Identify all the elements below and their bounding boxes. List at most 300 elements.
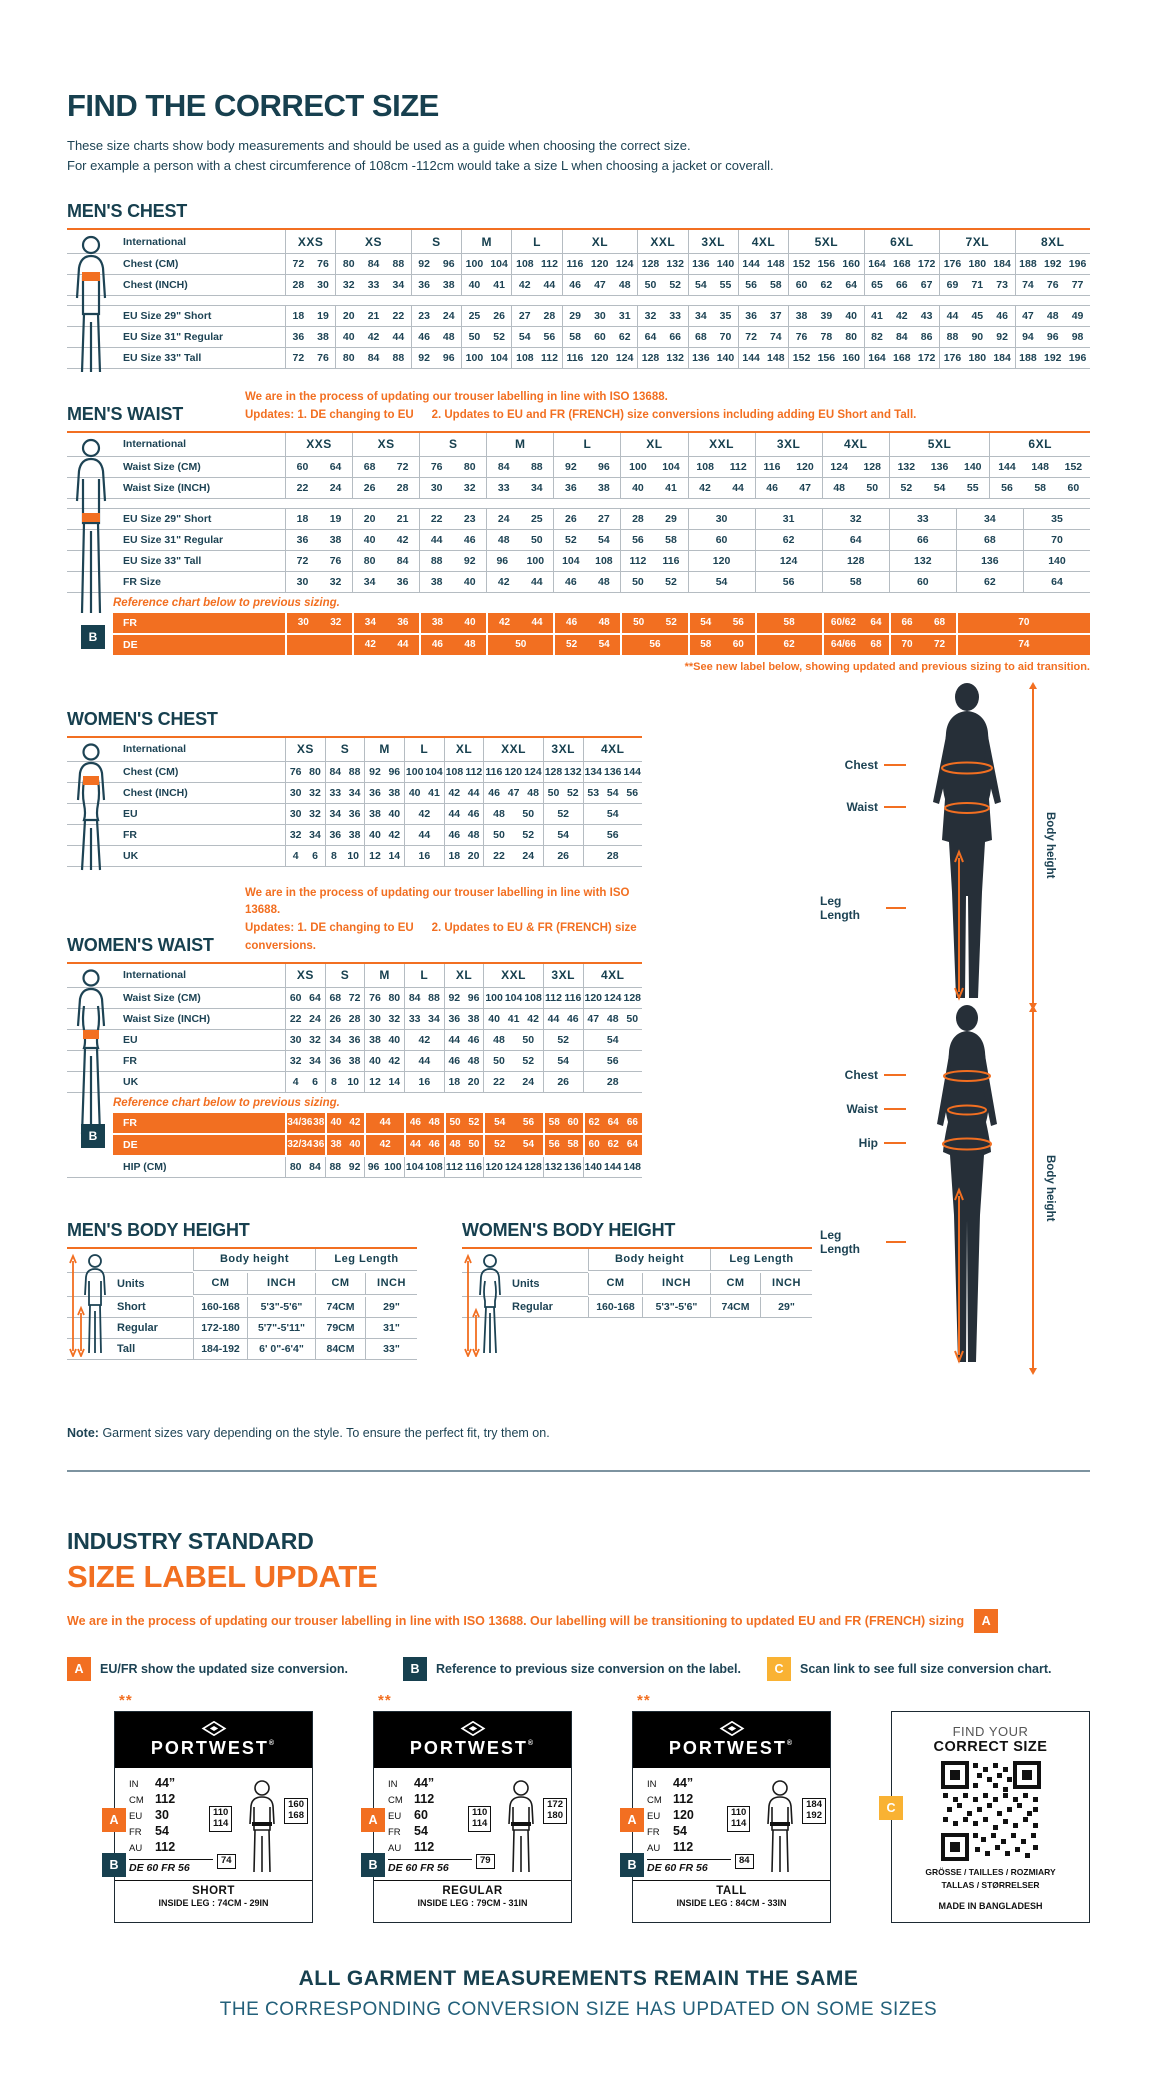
table-row-cell: 58 60 62	[562, 327, 637, 348]
table-row-cell: 60 64	[285, 988, 325, 1009]
leg-box: 84	[735, 1854, 754, 1869]
stars-mark: **	[378, 1691, 392, 1709]
womens-waist-notes	[245, 885, 642, 956]
table-orow-cell: 44 46	[404, 1135, 444, 1157]
table-row-cell: 29"	[760, 1297, 812, 1318]
table-row-cell: 88 92	[325, 1157, 365, 1178]
table-row-cell: 52	[543, 1030, 583, 1051]
table-row-cell: 96 100	[486, 551, 553, 572]
table-row-cell: 32 33 34	[335, 275, 410, 296]
table-hdr-cell: 3XL	[543, 964, 583, 988]
table-orow-cell: 30 32	[285, 613, 352, 635]
table-row-cell: 42 44	[511, 275, 561, 296]
page-title: FIND THE CORRECT SIZE	[67, 88, 439, 123]
waist-box: 110 114	[468, 1806, 491, 1832]
table-row-cell: 42 44	[444, 783, 484, 804]
table-hdr-cell	[67, 738, 113, 762]
table-row-cell: 44 46	[444, 804, 484, 825]
table-row-cell	[67, 1157, 113, 1178]
brand-header	[374, 1712, 571, 1768]
table-hdr-cell: S	[325, 738, 365, 762]
table-row-cell: 44 45 46	[939, 306, 1014, 327]
table-hdr-cell: XL	[562, 230, 637, 254]
table-hdr-cell: INCH	[642, 1273, 710, 1295]
mens-waist-table	[67, 431, 1090, 677]
label-footer: SHORT INSIDE LEG : 74CM - 29IN	[115, 1880, 312, 1908]
table-row-cell: 50 52	[620, 572, 687, 593]
table-row-cell: 176 180 184	[939, 254, 1014, 275]
table-hdr-cell: XL	[444, 964, 484, 988]
hip-label: Hip	[820, 1136, 906, 1150]
qr-languages-1: GRÖSSE / TAILLES / ROZMIARY	[925, 1866, 1056, 1877]
table-row-cell: 96 100	[364, 1157, 404, 1178]
table-row-cell: 164 168 172	[864, 348, 939, 369]
table-row-cell: 84CM	[315, 1339, 365, 1360]
table-h1-cell	[462, 1249, 502, 1273]
table-row-cell	[67, 1072, 113, 1093]
table-row-cell: 33"	[365, 1339, 417, 1360]
table-row-cell: 46 47	[755, 478, 822, 499]
table-orow-cell: 58	[755, 613, 822, 635]
table-row-cell: 116 120	[755, 457, 822, 478]
table-row-cell: 26	[543, 846, 583, 867]
table-row-cell: 72 76	[285, 348, 335, 369]
table-hdr-cell: M	[486, 433, 553, 457]
table-hdr-cell: 3XL	[543, 738, 583, 762]
table-row-cell: 76 78 80	[788, 327, 863, 348]
section-divider	[67, 1470, 1090, 1472]
table-row-cell: 4 6	[285, 1072, 325, 1093]
table-row-cell: 46 47 48	[562, 275, 637, 296]
badge-a: A	[361, 1808, 385, 1832]
table-hdr-cell: International	[113, 230, 285, 254]
table-hdr-cell: 6XL	[989, 433, 1090, 457]
table-row-cell	[67, 348, 113, 369]
womens-body-height-title: WOMEN'S BODY HEIGHT	[462, 1219, 676, 1240]
table-row-cell: 152 156 160	[788, 254, 863, 275]
table-row-cell: 30 32	[285, 1030, 325, 1051]
table-row-cell: 30 32	[285, 804, 325, 825]
table-hdr-cell: 3XL	[755, 433, 822, 457]
table-row-cell: 100 104	[461, 348, 511, 369]
table-hdr-cell: 7XL	[939, 230, 1014, 254]
chest-label: Chest	[820, 758, 906, 772]
table-h1-cell: Body height	[193, 1249, 315, 1271]
table-hdr-cell	[67, 433, 113, 457]
table-hdr-cell: M	[364, 964, 404, 988]
mens-chest-table	[67, 228, 1090, 369]
previous-sizing: DE 60 FR 56	[388, 1859, 472, 1874]
table-row-cell: 41 42 43	[864, 306, 939, 327]
table-row-cell: 104 108	[404, 1157, 444, 1178]
table-row-cell: 32 34	[285, 825, 325, 846]
table-row-cell	[67, 572, 113, 593]
table-row-cell: 80 84 88	[335, 348, 410, 369]
table-row-cell: 36 38	[325, 825, 365, 846]
table-hdr-cell: 4XL	[583, 964, 643, 988]
brand-diamond-icon	[460, 1721, 486, 1736]
table-hdr-cell: S	[325, 964, 365, 988]
table-row-cell: 33	[889, 509, 956, 530]
height-box: 184 192	[802, 1798, 826, 1824]
table-orow-cell: 40 42	[325, 1113, 365, 1135]
table-row-cell: 36 38	[285, 530, 352, 551]
table-hdr-cell: 6XL	[864, 230, 939, 254]
table-hdr-cell: International	[113, 964, 285, 988]
table-row-cell	[67, 1030, 113, 1051]
find-your-text: FIND YOUR	[952, 1723, 1029, 1739]
table-row-cell: 48 50	[822, 478, 889, 499]
table-hdr-cell: L	[404, 738, 444, 762]
height-box: 160 168	[284, 1798, 308, 1824]
previous-sizing: DE 60 FR 56	[129, 1859, 213, 1874]
iso-note: We are in the process of updating our trouser labelling in line with ISO 13688.	[245, 886, 630, 917]
table-row-cell: 40 41	[461, 275, 511, 296]
table-row-cell: 44 46	[543, 1009, 583, 1030]
body-height-arrow	[1028, 682, 1038, 1010]
table-orow-cell: 56 58	[543, 1135, 583, 1157]
table-hdr-cell: XXL	[637, 230, 687, 254]
table-row-cell	[67, 1318, 107, 1339]
table-row-cell: 76 80	[419, 457, 486, 478]
table-row-cell	[67, 275, 113, 296]
table-row-cell: 92 96	[444, 988, 484, 1009]
table-orow-cell: 42 44	[486, 613, 553, 635]
table-row-cell: 84 88	[486, 457, 553, 478]
table-hdr-cell: M	[364, 738, 404, 762]
table-row-cell: 20 21	[352, 509, 419, 530]
table-row-cell: 18 19	[285, 306, 335, 327]
qr-code	[941, 1761, 1041, 1861]
table-row-cell: 72 76	[285, 254, 335, 275]
waist-label: Waist	[820, 800, 906, 814]
brand-name: PORTWEST ®	[150, 1737, 277, 1758]
table-row-cell: 20 21 22	[335, 306, 410, 327]
table-note-cell: Reference chart below to previous sizing.	[113, 1096, 340, 1109]
table-row-cell: 40 41 42	[483, 1009, 543, 1030]
table-row-cell: 42	[404, 804, 444, 825]
table-row-cell	[67, 1339, 107, 1360]
legend	[67, 1657, 1090, 1681]
table-row-cell: 88 90 92	[939, 327, 1014, 348]
table-row-cell: 58	[822, 572, 889, 593]
table-row-cell: 40 42	[364, 825, 404, 846]
table-row-cell: 54	[543, 1051, 583, 1072]
table-row-cell: 132	[889, 551, 956, 572]
table-row-cell	[67, 762, 113, 783]
table-row-cell: 68 72	[352, 457, 419, 478]
table-row-cell: 140 144 148	[583, 1157, 643, 1178]
label-footer: REGULAR INSIDE LEG : 79CM - 31IN	[374, 1880, 571, 1908]
table-row-cell: 68 70	[688, 327, 738, 348]
mens-waist-notes	[245, 389, 916, 425]
table-row-cell: FR	[113, 825, 285, 846]
table-row-cell: 8 10	[325, 846, 365, 867]
table-row-cell: 50 52	[483, 1051, 543, 1072]
table-row-cell: 47 48 50	[583, 1009, 643, 1030]
table-row-cell: 92 96	[553, 457, 620, 478]
stars-mark: **	[119, 1691, 133, 1709]
table-row-cell: 28 30	[285, 275, 335, 296]
table-row-cell: 16	[404, 1072, 444, 1093]
size-rows: IN 44” CM 112 EU 120 FR 54 AU 112 DE 60 FR 56	[647, 1776, 739, 1880]
table-row-cell: 44 46	[419, 530, 486, 551]
woman-silhouette	[912, 1000, 1022, 1375]
section-mens-chest	[67, 201, 1090, 369]
size-rows: IN 44” CM 112 EU 30 FR 54 AU 112 DE 60 FR 56	[129, 1776, 221, 1880]
updates-note: Updates: 1. DE changing to EU 2. Updates to EU & FR (FRENCH) size conversions.	[245, 922, 637, 953]
table-row-cell: 136 140	[688, 254, 738, 275]
table-row-cell: 44 46	[444, 1030, 484, 1051]
table-hdr-cell: M	[461, 230, 511, 254]
table-hdr-cell: CM	[588, 1273, 642, 1295]
size-label-card-regular	[368, 1691, 572, 1923]
table-row-cell: EU	[113, 804, 285, 825]
mens-body-height-table	[67, 1247, 417, 1360]
table-orow-cell: 34/36 38	[285, 1113, 325, 1135]
table-row-cell	[67, 457, 113, 478]
table-row-cell: 64	[822, 530, 889, 551]
table-row-cell: EU Size 29" Short	[113, 306, 285, 327]
table-row-cell: 132 136	[543, 1157, 583, 1178]
table-orow-cell: FR	[113, 613, 285, 635]
table-row-cell	[67, 988, 113, 1009]
table-orow-cell: 58 60	[543, 1113, 583, 1135]
brand-name: PORTWEST ®	[409, 1737, 536, 1758]
qr-languages-2: TALLAS / STØRRELSER	[941, 1879, 1040, 1890]
section-womens-waist	[67, 885, 642, 1178]
table-row-cell: 70	[1023, 530, 1090, 551]
label-figure-icon	[757, 1780, 803, 1876]
table-row-cell: 22 24	[483, 1072, 543, 1093]
table-row-cell: 112 116	[620, 551, 687, 572]
table-orow-cell: 32/34 36	[285, 1135, 325, 1157]
table-orow-cell: 44	[364, 1113, 404, 1135]
table-row-cell: 46 48	[444, 1051, 484, 1072]
table-row-cell: 92 96	[411, 254, 461, 275]
table-row-cell: 30 32	[285, 572, 352, 593]
table-row-cell: 48 50	[483, 1030, 543, 1051]
table-orow-cell: 64/66 68	[822, 635, 889, 657]
badge-c: C	[767, 1657, 791, 1681]
table-hdr-cell: XS	[285, 738, 325, 762]
table-row-cell: 40 41	[404, 783, 444, 804]
table-row-cell: 116 120 124	[562, 254, 637, 275]
table-row-cell: 29 30 31	[562, 306, 637, 327]
intro-line-1: These size charts show body measurements and should be used as a guide when choosing the correct size.	[67, 138, 691, 153]
intro-line-2: For example a person with a chest circumference of 108cm -112cm would take a size L when choosing a jacket or coverall.	[67, 157, 774, 173]
table-row-cell	[67, 327, 113, 348]
table-row-cell: 68	[956, 530, 1023, 551]
badge-b: B	[361, 1853, 385, 1877]
table-row-cell: 108 112	[511, 348, 561, 369]
table-row-cell: 112 116	[543, 988, 583, 1009]
table-row-cell: 128 132	[637, 254, 687, 275]
table-row-cell: 80 84 88	[335, 254, 410, 275]
badge-c: C	[879, 1796, 903, 1820]
table-row-cell: 33 34	[325, 783, 365, 804]
table-row-cell: 124 128	[822, 457, 889, 478]
label-body	[115, 1768, 312, 1880]
table-row-cell: 38 40	[419, 572, 486, 593]
table-row-cell: 38 39 40	[788, 306, 863, 327]
section-mens-body-height	[67, 1220, 417, 1360]
table-row-cell: 6' 0"-6'4"	[247, 1339, 315, 1360]
table-row-cell: 76 80	[364, 988, 404, 1009]
table-hdr-cell: 4XL	[738, 230, 788, 254]
table-row-cell: 29"	[365, 1297, 417, 1318]
table-row-cell: 28	[583, 846, 643, 867]
table-row-cell: EU Size 33" Tall	[113, 348, 285, 369]
table-row-cell: 47 48 49	[1015, 306, 1090, 327]
table-row-cell: 38 40	[364, 1030, 404, 1051]
table-row-cell: 72 74	[738, 327, 788, 348]
table-orow-cell: 42 44	[352, 635, 419, 657]
footer-line-2: THE CORRESPONDING CONVERSION SIZE HAS UPDATED ON SOME SIZES	[219, 1998, 938, 2020]
table-hdr-cell: INCH	[760, 1273, 812, 1295]
table-row-cell: 120 124 128	[483, 1157, 543, 1178]
badge-a: A	[67, 1657, 91, 1681]
table-row-cell: EU	[113, 1030, 285, 1051]
mens-waist-title: MEN'S WAIST	[67, 403, 184, 424]
table-row-cell: 120 124 128	[583, 988, 643, 1009]
body-height-label: Body height	[1044, 812, 1056, 879]
table-hdr-cell	[67, 1273, 107, 1297]
update-paragraph: We are in the process of updating our trouser labelling in line with ISO 13688. Our labelling will be transitioning to updated EU and FR (FRENCH) sizing A	[67, 1609, 1090, 1633]
table-row-cell: 54 55	[688, 275, 738, 296]
table-row-cell: 50 52	[637, 275, 687, 296]
table-row-cell: 108 112	[511, 254, 561, 275]
table-row-cell: 128	[822, 551, 889, 572]
table-row-cell	[67, 1297, 107, 1318]
table-hdr-cell: L	[511, 230, 561, 254]
table-row-cell: Chest (CM)	[113, 762, 285, 783]
table-orow-cell: 70	[956, 613, 1090, 635]
badge-a: A	[974, 1609, 998, 1633]
table-row-cell: 68 72	[325, 988, 365, 1009]
table-row-cell	[67, 825, 113, 846]
brand-diamond-icon	[201, 1721, 227, 1736]
footer	[67, 1967, 1090, 2021]
table-row-cell: 26	[543, 1072, 583, 1093]
table-row-cell	[462, 1297, 502, 1318]
table-hdr-cell: CM	[710, 1273, 760, 1295]
table-row-cell	[67, 306, 113, 327]
table-row-cell: 31	[755, 509, 822, 530]
table-row-cell: 116 120 124	[483, 762, 543, 783]
made-in-text: MADE IN BANGLADESH	[938, 1901, 1043, 1912]
table-row-cell: 30 32	[419, 478, 486, 499]
table-row-cell	[67, 478, 113, 499]
table-hdr-cell	[462, 1273, 502, 1297]
table-row-cell: 12 14	[364, 1072, 404, 1093]
table-row-cell: 56 58 60	[989, 478, 1090, 499]
table-row-cell: 36 38	[285, 327, 335, 348]
table-hdr-cell: XXL	[688, 433, 755, 457]
table-row-cell	[67, 530, 113, 551]
womens-waist-header	[67, 885, 642, 956]
body-height-arrow	[1028, 1005, 1038, 1375]
table-row-cell: 188 192 196	[1015, 254, 1090, 275]
table-row-cell: 74CM	[710, 1297, 760, 1318]
table-row-cell: 42 44	[486, 572, 553, 593]
table-h1-cell: Leg Length	[315, 1249, 417, 1271]
table-row-cell: 132 136 140	[889, 457, 990, 478]
table-hdr-cell: 8XL	[1015, 230, 1090, 254]
table-hdr-cell: XXL	[483, 738, 543, 762]
table-row-cell: 134 136 144	[583, 762, 643, 783]
table-hdr-cell: Units	[502, 1273, 588, 1297]
table-orow-cell: 54 56	[688, 613, 755, 635]
table-row-cell: 82 84 86	[864, 327, 939, 348]
brand-header	[633, 1712, 830, 1768]
table-row-cell: 108 112	[688, 457, 755, 478]
legend-item-b: B Reference to previous size conversion on the label.	[403, 1657, 767, 1681]
table-row-cell: 164 168 172	[864, 254, 939, 275]
updates-note: Updates: 1. DE changing to EU 2. Updates to EU and FR (FRENCH) size conversions including adding EU Short and Tall.	[245, 408, 917, 421]
body-height-label: Body height	[1044, 1155, 1056, 1222]
table-row-cell: 92 96	[364, 762, 404, 783]
table-row-cell: HIP (CM)	[113, 1157, 285, 1178]
size-rows: IN 44” CM 112 EU 60 FR 54 AU 112 DE 60 FR 56	[388, 1776, 480, 1880]
table-row-cell: 116 120 124	[562, 348, 637, 369]
table-row-cell: 112 116	[444, 1157, 484, 1178]
table-row-cell: 144 148 152	[989, 457, 1090, 478]
table-row-cell: 12 14	[364, 846, 404, 867]
table-orow-cell: 52 54	[483, 1135, 543, 1157]
table-row-cell: 74CM	[315, 1297, 365, 1318]
womens-waist-title: WOMEN'S WAIST	[67, 934, 214, 955]
table-orow-cell: 62	[755, 635, 822, 657]
badge-b: B	[81, 1124, 105, 1148]
table-row-cell: 152 156 160	[788, 348, 863, 369]
footer-line-1: ALL GARMENT MEASUREMENTS REMAIN THE SAME	[298, 1966, 859, 1990]
table-hdr-cell	[67, 964, 113, 988]
badge-b: B	[620, 1853, 644, 1877]
table-hdr-cell: INCH	[247, 1273, 315, 1295]
table-row-cell: 18 20	[444, 846, 484, 867]
table-row-cell: 52 54	[553, 530, 620, 551]
legend-item-c: C Scan link to see full size conversion chart.	[767, 1657, 1051, 1681]
table-row-cell: 28 29	[620, 509, 687, 530]
table-row-cell: 104 108	[553, 551, 620, 572]
table-row-cell: 56 58	[620, 530, 687, 551]
label-body	[633, 1768, 830, 1880]
table-row-cell: 144 148	[738, 348, 788, 369]
table-row-cell: 40 42	[352, 530, 419, 551]
table-orow-cell	[285, 635, 352, 657]
label-footer: TALL INSIDE LEG : 84CM - 33IN	[633, 1880, 830, 1908]
table-row-cell: 160-168	[193, 1297, 247, 1318]
table-row-cell: 50 52	[483, 825, 543, 846]
table-orow-cell: 54 56	[483, 1113, 543, 1135]
table-hdr-cell: 4XL	[822, 433, 889, 457]
table-row-cell: EU Size 29" Short	[113, 509, 285, 530]
table-row-cell: 35	[1023, 509, 1090, 530]
table-row-cell: 50 52	[543, 783, 583, 804]
table-row-cell: 52	[543, 804, 583, 825]
table-orow-cell: 52 54	[553, 635, 620, 657]
table-orow-cell: 70 72	[889, 635, 956, 657]
table-row-cell: 136 140	[688, 348, 738, 369]
waist-label: Waist	[820, 1102, 906, 1116]
table-row-cell: 32 33	[637, 306, 687, 327]
label-cards-row	[67, 1691, 1090, 1923]
section-womens-chest	[67, 709, 642, 867]
table-orow-cell: 42	[364, 1135, 404, 1157]
badge-b: B	[102, 1853, 126, 1877]
table-row-cell: 53 54 56	[583, 783, 643, 804]
